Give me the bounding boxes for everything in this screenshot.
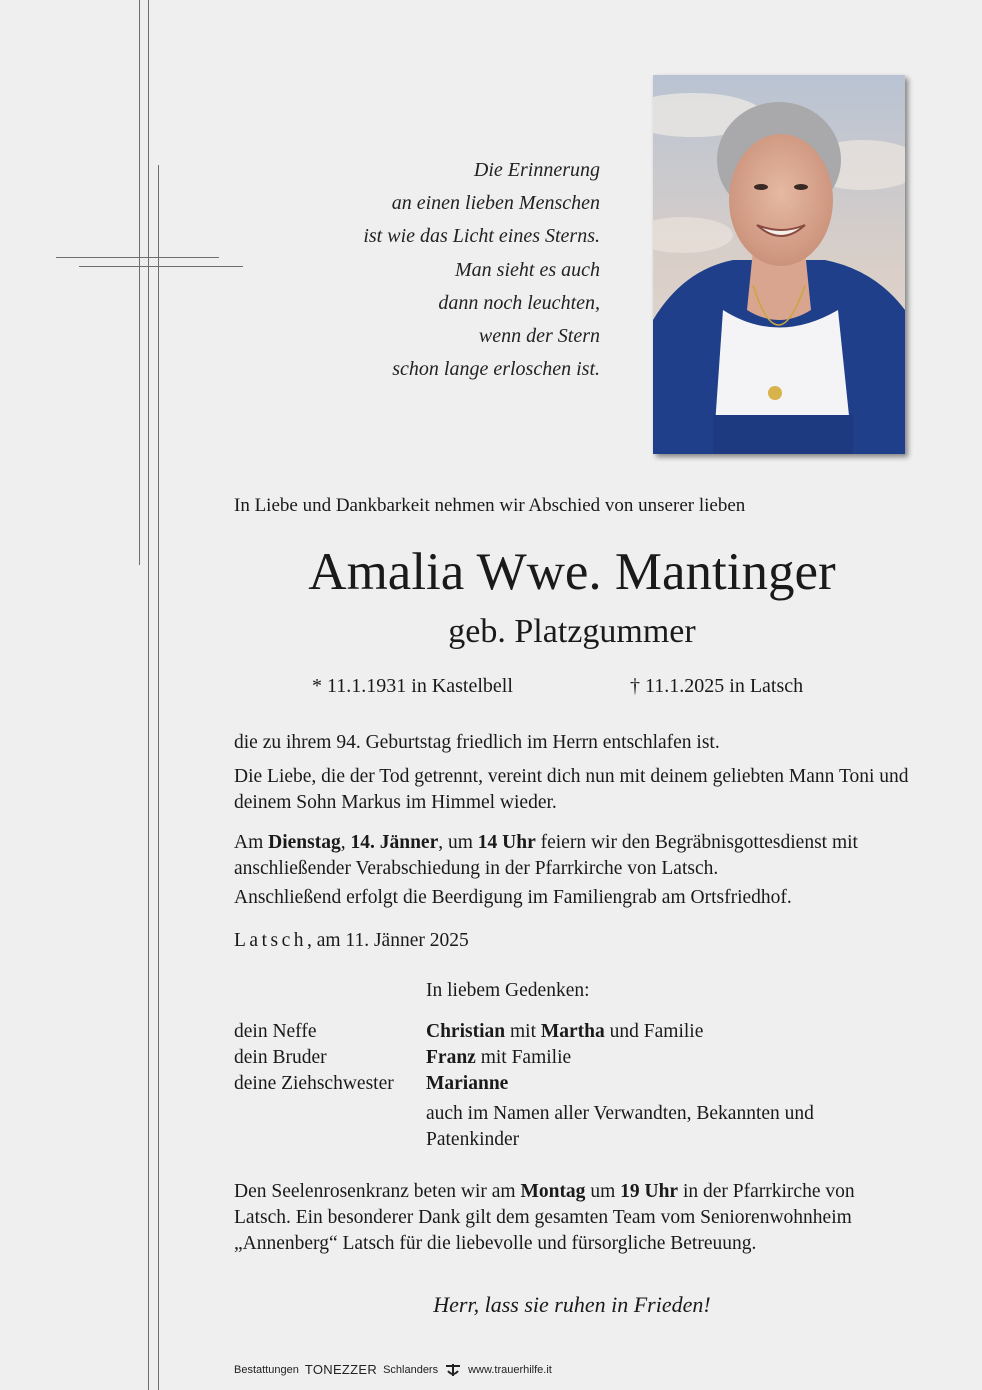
intro-text: In Liebe und Dankbarkeit nehmen wir Abschied von unserer lieben (234, 495, 746, 516)
cross-horizontal-upper (56, 257, 219, 258)
mourner-relation: deine Ziehschwester (234, 1073, 394, 1094)
mourner-name: Franz (426, 1047, 476, 1068)
poem-line: Man sieht es auch (455, 258, 600, 281)
trauerhilfe-logo-icon (444, 1363, 462, 1377)
text-segment: mit (505, 1021, 541, 1042)
cross-vertical-line-outer (148, 0, 149, 1390)
paragraph-passing: die zu ihrem 94. Geburtstag friedlich im Herrn entschlafen ist. (234, 732, 720, 753)
text-segment: um (585, 1181, 621, 1202)
footer-town: Schlanders (383, 1363, 439, 1376)
footer-brand: TONEZZER (304, 1362, 378, 1377)
text-segment: , (340, 832, 351, 853)
mourner-relation: dein Neffe (234, 1021, 317, 1042)
mourner-name: Marianne (426, 1073, 509, 1094)
mourner-names (426, 1045, 571, 1071)
birth-date: * 11.1.1931 in Kastelbell (312, 675, 513, 697)
place-date (234, 930, 469, 952)
footer-imprint (234, 1362, 552, 1377)
mourner-names (426, 1019, 703, 1045)
paragraph-funeral (234, 830, 914, 882)
poem-line: schon lange erloschen ist. (392, 358, 600, 381)
funeral-weekday: Dienstag (268, 832, 341, 853)
text-segment: mit Familie (475, 1047, 572, 1068)
poem-line: dann noch leuchten, (438, 291, 600, 314)
paragraph-burial: Anschließend erfolgt die Beerdigung im Familiengrab am Ortsfriedhof. (234, 887, 792, 908)
cross-vertical-short (158, 165, 159, 1390)
mourner-names (426, 1071, 508, 1097)
place: Latsch (234, 930, 307, 951)
paragraph-rosary (234, 1179, 914, 1257)
text-segment: Am (234, 832, 269, 853)
paragraph-love: Die Liebe, die der Tod getrennt, vereint dich nun mit deinem geliebten Mann Toni und deinem Sohn Markus im Himmel wieder. (234, 766, 909, 813)
cross-horizontal-lower (79, 266, 243, 267)
text-segment: und Familie (604, 1021, 704, 1042)
date: , am 11. Jänner 2025 (306, 930, 469, 951)
portrait-photo (653, 75, 905, 454)
funeral-time: 14 Uhr (477, 832, 536, 853)
funeral-date: 14. Jänner (350, 832, 439, 853)
gedenken-heading: In liebem Gedenken: (426, 980, 590, 1001)
death-date: † 11.1.2025 in Latsch (630, 675, 804, 697)
text-segment: , um (438, 832, 478, 853)
poem-line: an einen lieben Menschen (391, 192, 600, 215)
mourner-name: Christian (426, 1021, 506, 1042)
maiden-name: geb. Platzgummer (448, 613, 696, 650)
rosary-weekday: Montag (520, 1181, 586, 1202)
deceased-name: Amalia Wwe. Mantinger (308, 543, 836, 601)
cross-vertical-line-inner (139, 0, 140, 565)
rosary-time: 19 Uhr (620, 1181, 679, 1202)
poem-line: ist wie das Licht eines Sterns. (363, 225, 600, 248)
mourner-name: Martha (540, 1021, 605, 1042)
also-on-behalf: auch im Namen aller Verwandten, Bekannten und Patenkinder (426, 1103, 814, 1150)
text-segment: Den Seelenrosenkranz beten wir am (234, 1181, 521, 1202)
portrait-illustration (653, 75, 905, 454)
memorial-poem (300, 154, 600, 386)
text-segment: in der Pfarrkirche von Latsch. Ein besonderer Dank gilt dem gesamten Team vom Seniorenwohnheim „Annenberg“ Latsch für die liebevolle und fürsorgliche Betreuung. (234, 1181, 855, 1254)
footer-url[interactable]: www.trauerhilfe.it (468, 1363, 552, 1376)
footer-prefix: Bestattungen (234, 1363, 299, 1376)
mourner-relation: dein Bruder (234, 1047, 327, 1068)
closing-prayer: Herr, lass sie ruhen in Frieden! (433, 1292, 711, 1317)
poem-line: Die Erinnerung (473, 159, 600, 181)
text-segment: feiern wir den Begräbnisgottesdienst mit anschließender Verabschiedung in der Pfarrkirche von Latsch. (234, 832, 858, 879)
poem-line: wenn der Stern (478, 325, 600, 348)
